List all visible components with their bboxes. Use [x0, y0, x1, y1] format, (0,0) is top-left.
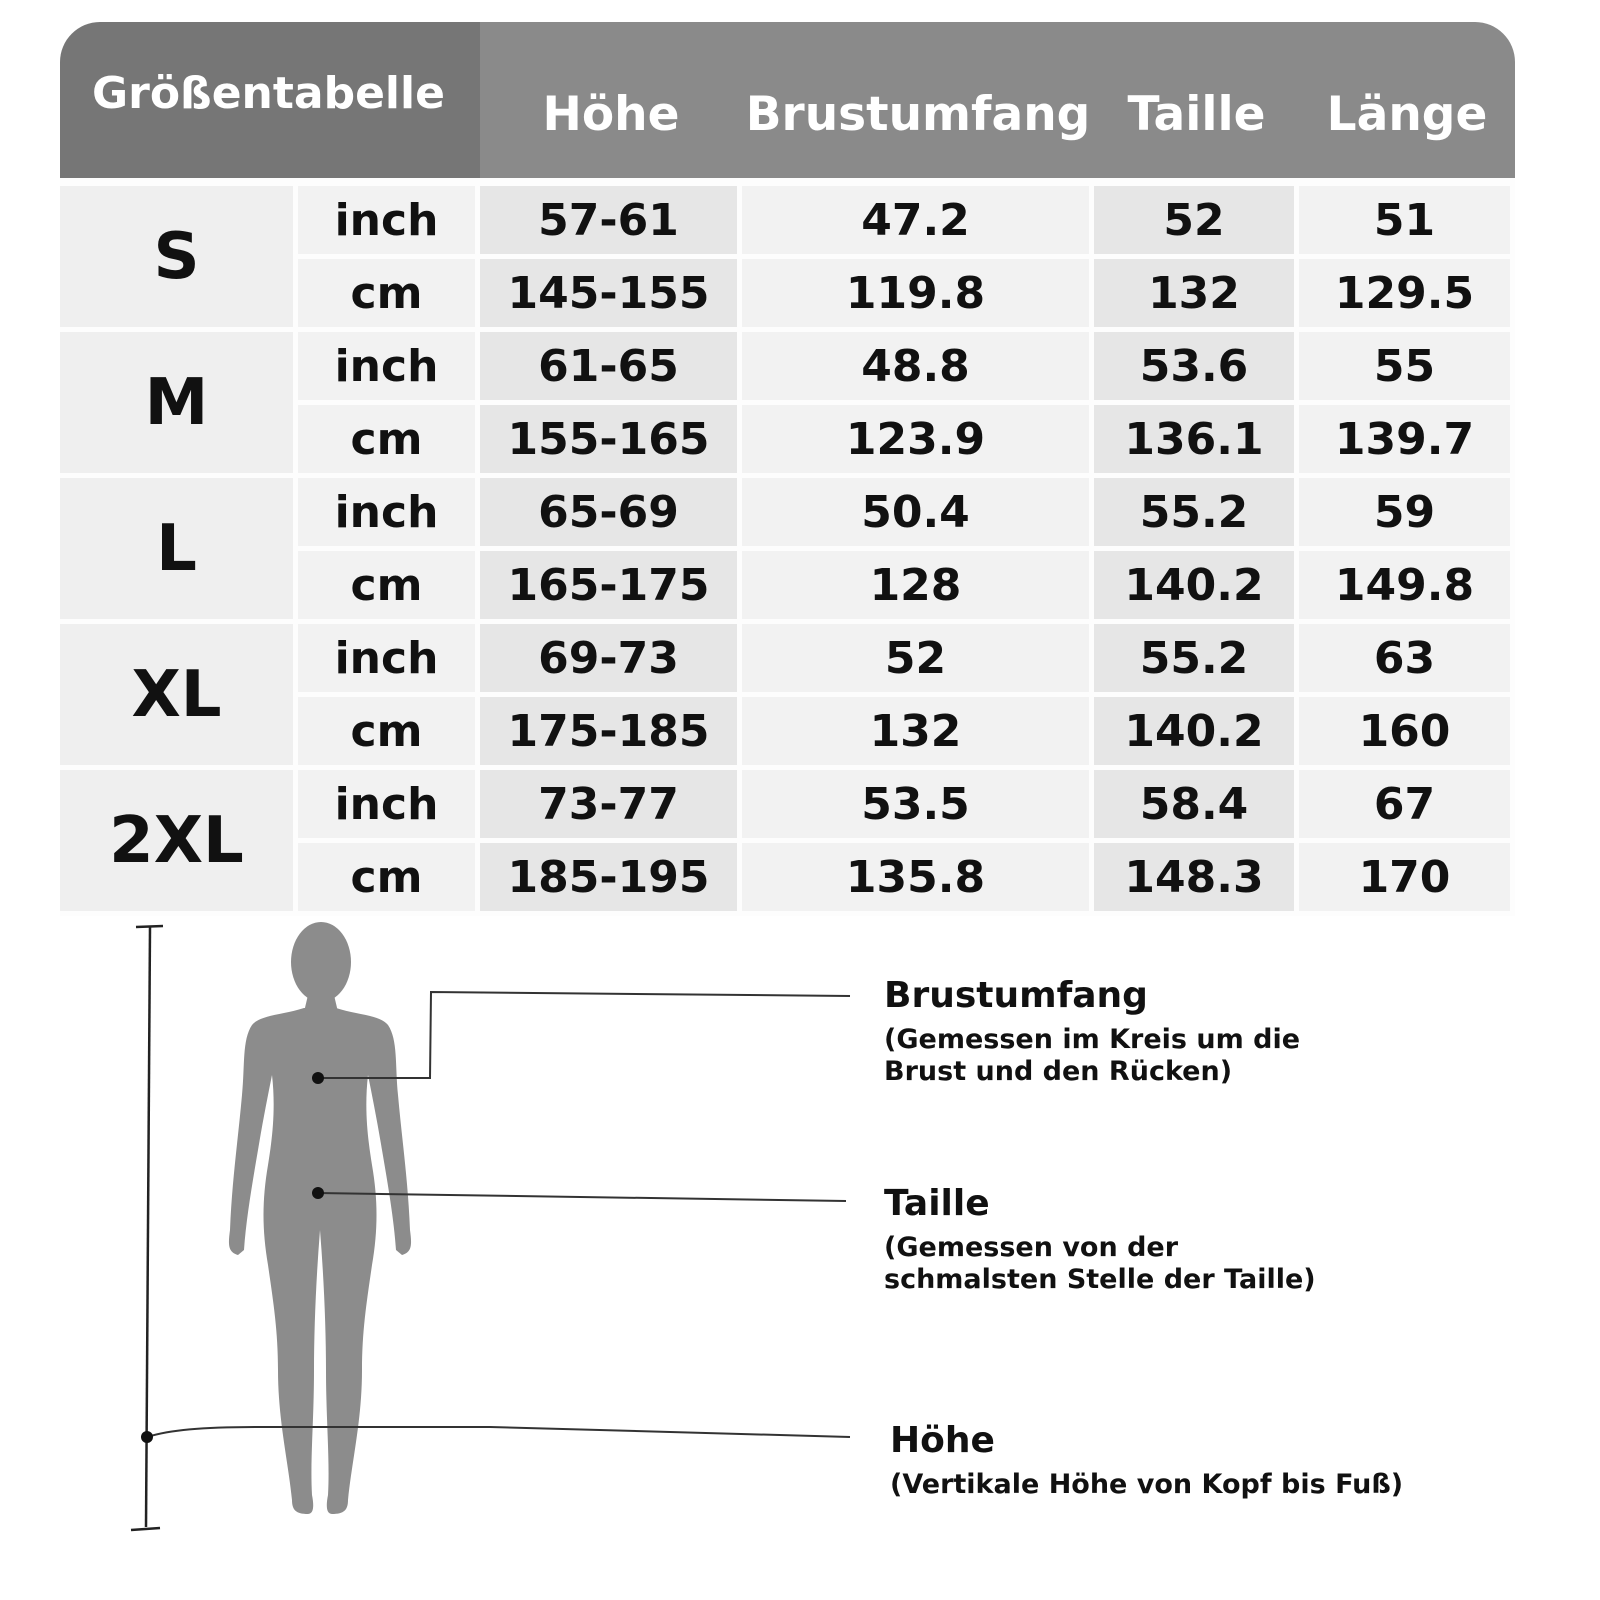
cell-chest: 119.8 [742, 259, 1094, 332]
cell-chest: 128 [742, 551, 1094, 624]
size-chart-table [60, 22, 1515, 916]
unit-label: cm [298, 843, 480, 916]
cell-length: 63 [1299, 624, 1515, 697]
table-header-row [60, 22, 1515, 178]
chest-label-description: (Gemessen im Kreis um die Brust und den Rücken) [884, 1024, 1301, 1087]
cell-waist: 58.4 [1094, 770, 1299, 843]
table-row [60, 624, 1515, 697]
cell-waist: 148.3 [1094, 843, 1299, 916]
unit-label: cm [298, 551, 480, 624]
table-row [60, 332, 1515, 405]
column-header-height: Höhe [480, 22, 742, 178]
body-silhouette [229, 922, 411, 1514]
chest-label [884, 975, 1300, 1088]
table-row [60, 478, 1515, 551]
waist-label-title: Taille [884, 1183, 990, 1224]
cell-waist: 140.2 [1094, 697, 1299, 770]
waist-marker-dot [312, 1187, 324, 1199]
table-row [60, 178, 1515, 259]
size-label: 2XL [60, 770, 298, 916]
cell-waist: 140.2 [1094, 551, 1299, 624]
cell-chest: 135.8 [742, 843, 1094, 916]
waist-label [884, 1183, 1316, 1296]
cell-waist: 52 [1094, 178, 1299, 259]
cell-waist: 53.6 [1094, 332, 1299, 405]
table-body [60, 178, 1515, 916]
size-label: S [60, 178, 298, 332]
unit-label: inch [298, 624, 480, 697]
cell-height: 145-155 [480, 259, 742, 332]
table-title: Größentabelle [60, 22, 480, 178]
unit-label: inch [298, 178, 480, 259]
size-label: M [60, 332, 298, 478]
cell-length: 160 [1299, 697, 1515, 770]
cell-height: 185-195 [480, 843, 742, 916]
height-marker-dot [141, 1431, 153, 1443]
column-header-chest: Brustumfang [742, 22, 1094, 178]
cell-waist: 55.2 [1094, 478, 1299, 551]
unit-label: inch [298, 478, 480, 551]
cell-chest: 123.9 [742, 405, 1094, 478]
cell-height: 175-185 [480, 697, 742, 770]
waist-label-description: (Gemessen von der schmalsten Stelle der Taille) [884, 1232, 1316, 1295]
cell-chest: 52 [742, 624, 1094, 697]
cell-waist: 55.2 [1094, 624, 1299, 697]
cell-height: 155-165 [480, 405, 742, 478]
unit-label: cm [298, 405, 480, 478]
cell-height: 165-175 [480, 551, 742, 624]
cell-length: 129.5 [1299, 259, 1515, 332]
unit-label: inch [298, 332, 480, 405]
unit-label: inch [298, 770, 480, 843]
cell-height: 73-77 [480, 770, 742, 843]
cell-length: 59 [1299, 478, 1515, 551]
cell-chest: 47.2 [742, 178, 1094, 259]
cell-height: 69-73 [480, 624, 742, 697]
cell-length: 149.8 [1299, 551, 1515, 624]
cell-length: 67 [1299, 770, 1515, 843]
cell-chest: 132 [742, 697, 1094, 770]
cell-chest: 48.8 [742, 332, 1094, 405]
column-header-waist: Taille [1094, 22, 1299, 178]
chest-marker-dot [312, 1072, 324, 1084]
column-header-length: Länge [1299, 22, 1515, 178]
cell-length: 170 [1299, 843, 1515, 916]
cell-length: 51 [1299, 178, 1515, 259]
cell-chest: 53.5 [742, 770, 1094, 843]
chest-leader-line [318, 992, 850, 1078]
height-label [890, 1420, 1403, 1501]
cell-height: 57-61 [480, 178, 742, 259]
cell-length: 55 [1299, 332, 1515, 405]
cell-height: 61-65 [480, 332, 742, 405]
unit-label: cm [298, 697, 480, 770]
height-label-title: Höhe [890, 1420, 995, 1461]
height-leader-line [147, 1427, 850, 1437]
cell-waist: 136.1 [1094, 405, 1299, 478]
cell-length: 139.7 [1299, 405, 1515, 478]
table-row [60, 770, 1515, 843]
cell-height: 65-69 [480, 478, 742, 551]
cell-waist: 132 [1094, 259, 1299, 332]
size-label: L [60, 478, 298, 624]
unit-label: cm [298, 259, 480, 332]
size-label: XL [60, 624, 298, 770]
chest-label-title: Brustumfang [884, 975, 1148, 1016]
cell-chest: 50.4 [742, 478, 1094, 551]
height-label-description: (Vertikale Höhe von Kopf bis Fuß) [890, 1469, 1404, 1500]
